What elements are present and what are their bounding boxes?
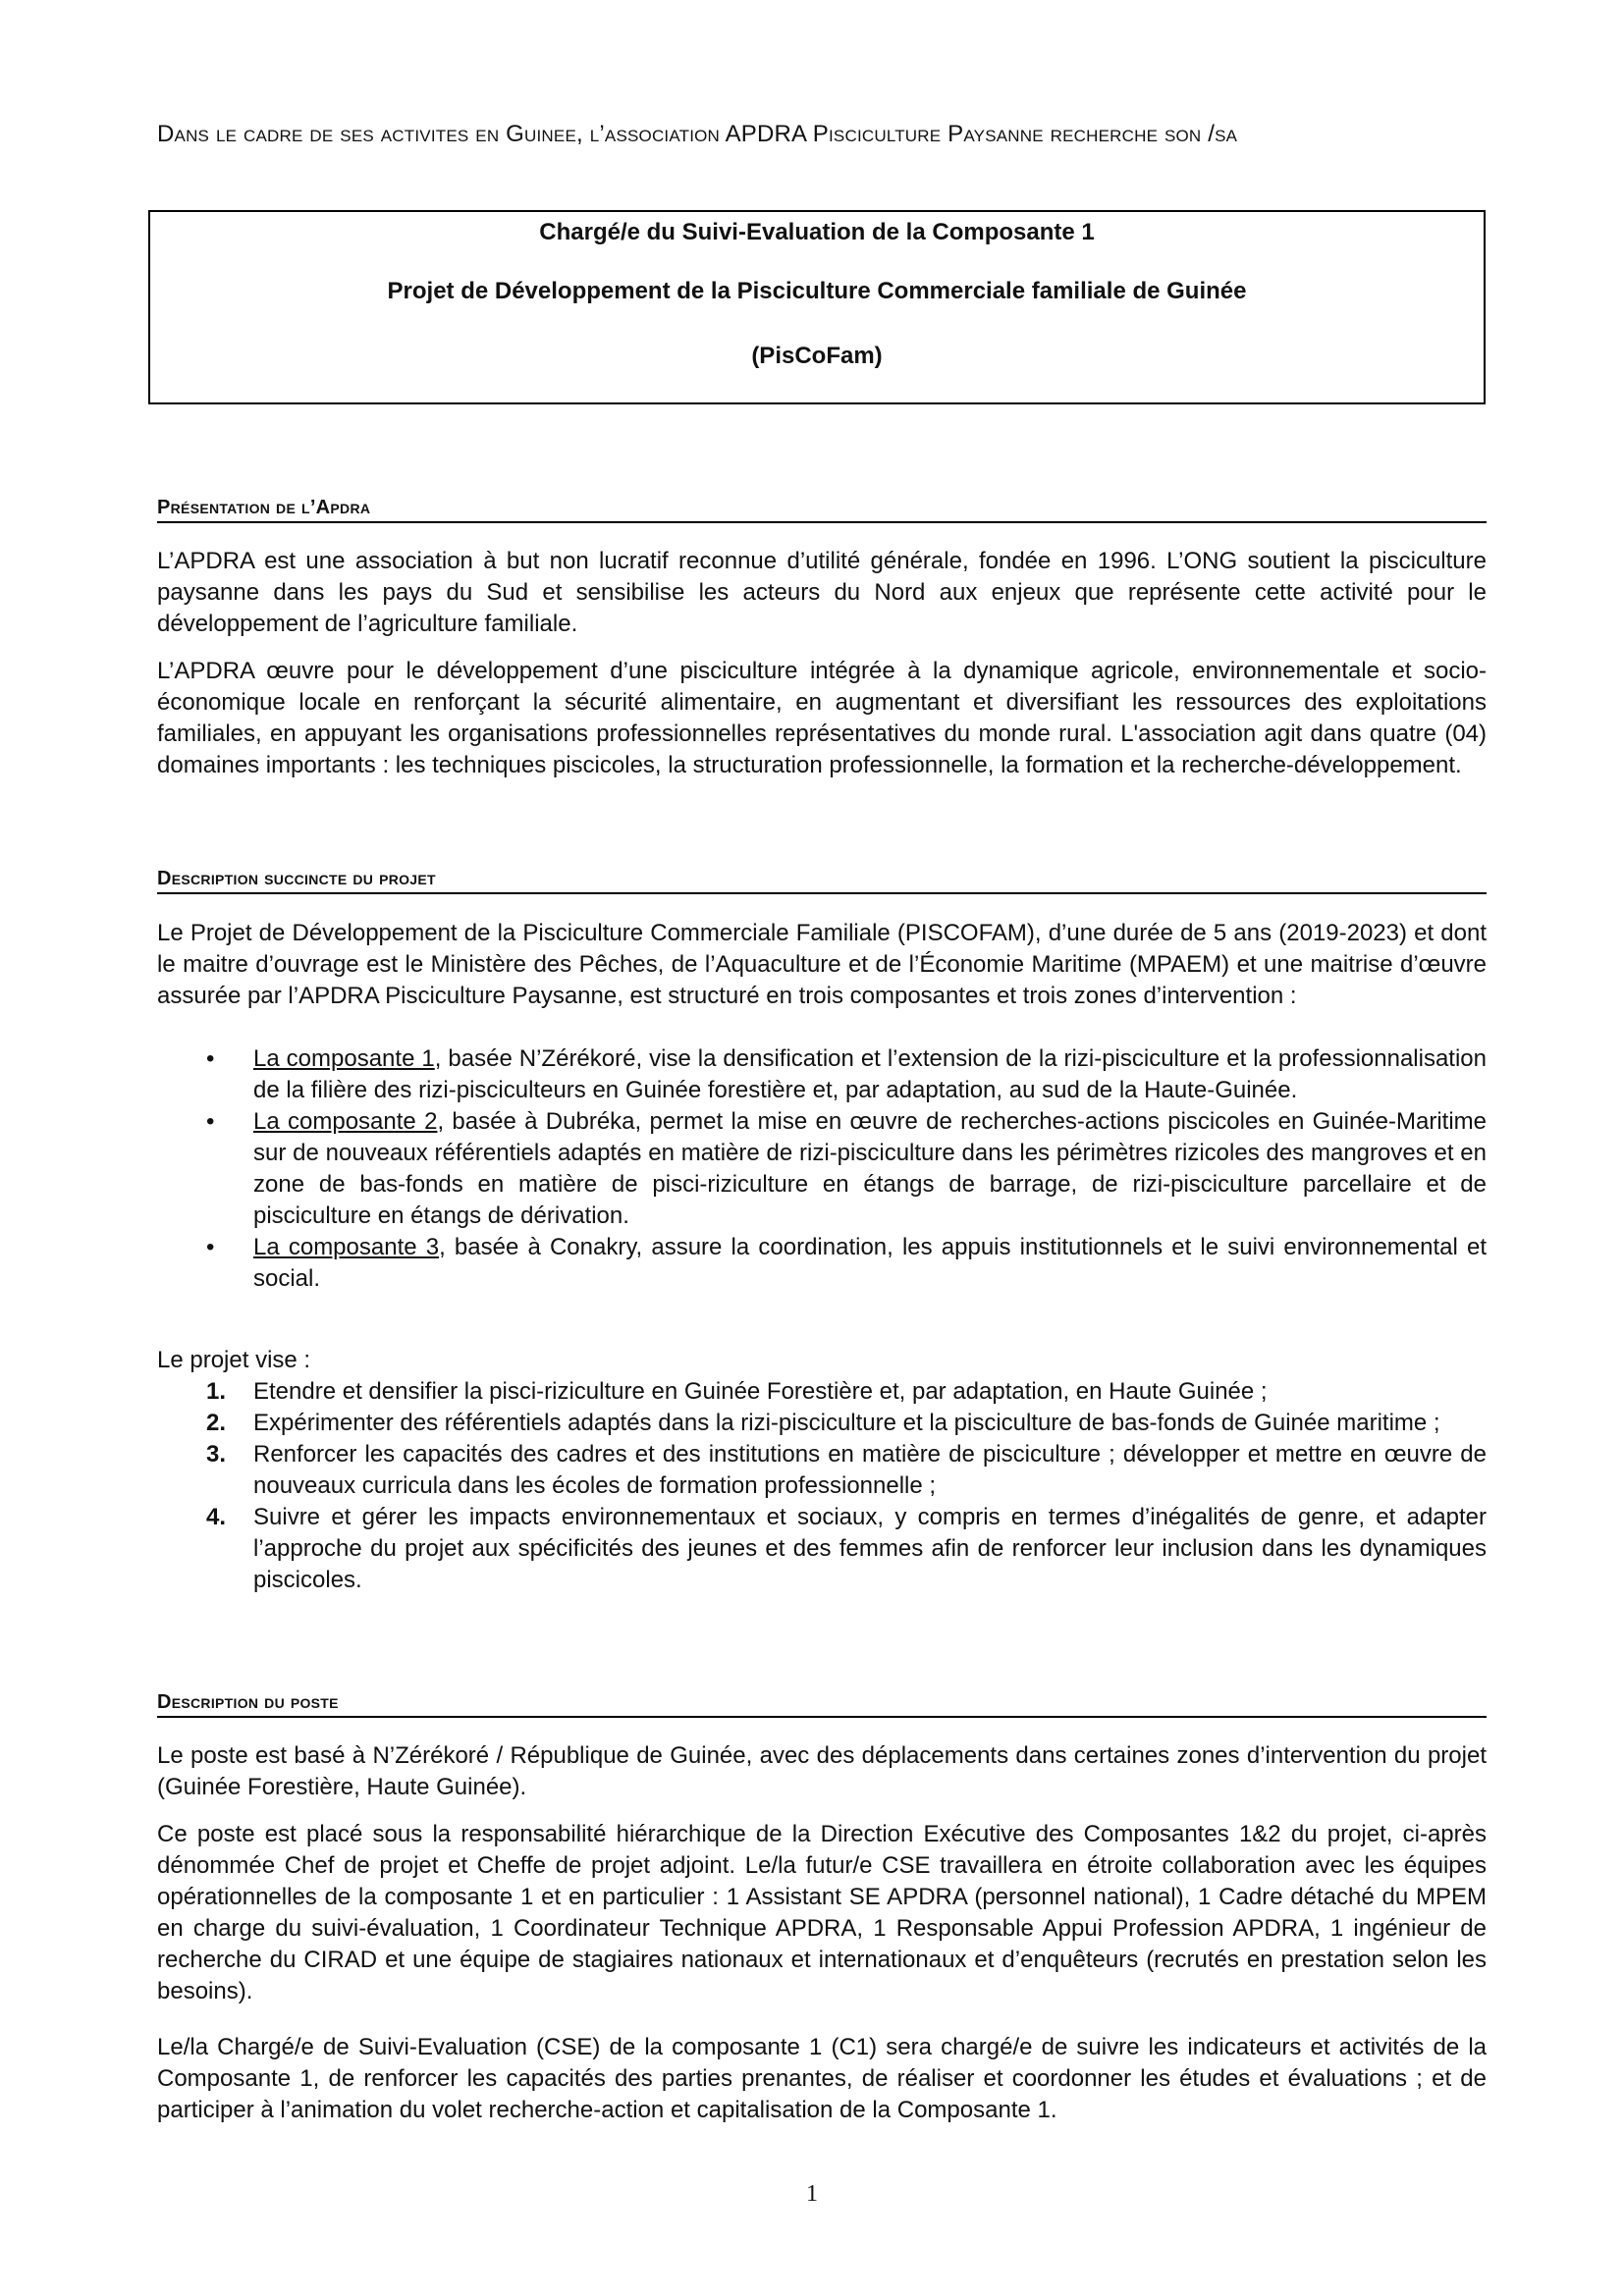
list-item [157, 1232, 1487, 1295]
page-number: 1 [806, 2181, 818, 2207]
section-heading-position: Description du poste [157, 1691, 1487, 1718]
presentation-paragraph-2: L’APDRA œuvre pour le développement d’une pisciculture intégrée à la dynamique agricole, environnementale et socio-économique locale en renforçant la sécurité alimentaire, en augmentant et diversifiant les ressources des exploitations familiales, en appuyant les organisations professionnelles représentatives du monde rural. L'association agit dans quatre (04) domaines importants : les techniques piscicoles, la structuration professionnelle, la formation et la recherche-développement. [157, 658, 1487, 778]
component-text: , basée N’Zérékoré, vise la densification et l’extension de la rizi-pisciculture et la professionnalisation de la filière des rizi-pisciculteurs en Guinée forestière et, par adaptation, au sud de la Haute-Guinée. [253, 1045, 1488, 1103]
project-aims-intro: Le projet vise : [157, 1347, 311, 1373]
project-paragraph-1: Le Projet de Développement de la Pisciculture Commerciale Familiale (PISCOFAM), d’une durée de 5 ans (2019-2023) et dont le maitre d’ouvrage est le Ministère des Pêches, de l’Aquaculture et de l’Économie Maritime (MPAEM) et une maitrise d’œuvre assurée par l’APDRA Pisciculture Paysanne, est structuré en trois composantes et trois zones d’intervention : [157, 920, 1487, 1009]
section-heading-presentation: Présentation de l’Apdra [157, 497, 1487, 523]
position-paragraph-3: Le/la Chargé/e de Suivi-Evaluation (CSE) de la composante 1 (C1) sera chargé/e de suivre les indicateurs et activités de la Composante 1, de renforcer les capacités des parties prenantes, de réaliser et coordonner les études et évaluations ; et de participer à l’animation du volet recherche-action et capitalisation de la Composante 1. [157, 2034, 1487, 2123]
objectives-list [157, 1376, 1487, 1596]
list-item [157, 1439, 1487, 1502]
component-text: , basée à Conakry, assure la coordination, les appuis institutionnels et le suivi environnemental et social. [253, 1234, 1488, 1292]
objective-text: Etendre et densifier la pisci-riziculture en Guinée Forestière et, par adaptation, en Haute Guinée ; [253, 1378, 1268, 1405]
title-line-2: Projet de Développement de la Pisciculture Commerciale familiale de Guinée [387, 278, 1247, 304]
list-number: 3. [206, 1441, 227, 1468]
objective-text: Suivre et gérer les impacts environnementaux et sociaux, y compris en termes d’inégalités de genre, et adapter l’approche du projet aux spécificités des jeunes et des femmes afin de renforcer leur inclusion dans les dynamiques piscicoles. [253, 1504, 1487, 1593]
list-item [157, 1502, 1487, 1596]
list-item [157, 1376, 1487, 1408]
position-paragraph-1: Le poste est basé à N’Zérékoré / République de Guinée, avec des déplacements dans certaines zones d’intervention du projet (Guinée Forestière, Haute Guinée). [157, 1742, 1487, 1800]
list-item [157, 1408, 1487, 1439]
list-item [157, 1043, 1487, 1106]
list-item [157, 1106, 1487, 1232]
component-list [157, 1043, 1487, 1295]
position-paragraph-2: Ce poste est placé sous la responsabilité hiérarchique de la Direction Exécutive des Composantes 1&2 du projet, ci-après dénommée Chef de projet et Cheffe de projet adjoint. Le/la futur/e CSE travaillera en étroite collaboration avec les équipes opérationnelles de la composante 1 et en particulier : 1 Assistant SE APDRA (personnel national), 1 Cadre détaché du MPEM en charge du suivi-évaluation, 1 Coordinateur Technique APDRA, 1 Responsable Appui Profession APDRA, 1 ingénieur de recherche du CIRAD et une équipe de stagiaires nationaux et internationaux et d’enquêteurs (recrutés en prestation selon les besoins). [157, 1821, 1487, 2004]
list-number: 1. [206, 1378, 227, 1405]
component-text: , basée à Dubréka, permet la mise en œuvre de recherches-actions piscicoles en Guinée-Maritime sur de nouveaux référentiels adaptés en matière de rizi-pisciculture dans les périmètres rizicoles des mangroves et en zone de bas-fonds en matière de pisci-riziculture en étangs de barrage, de rizi-pisciculture parcellaire et de pisciculture en étangs de dérivation. [253, 1108, 1488, 1229]
presentation-paragraph-1: L’APDRA est une association à but non lucratif reconnue d’utilité générale, fondée en 1996. L’ONG soutient la pisciculture paysanne dans les pays du Sud et sensibilise les acteurs du Nord aux enjeux que représente cette activité pour le développement de l’agriculture familiale. [157, 548, 1487, 637]
section-heading-project: Description succincte du projet [157, 868, 1487, 894]
title-line-1: Chargé/e du Suivi-Evaluation de la Composante 1 [539, 219, 1095, 245]
component-label: La composante 2 [253, 1108, 438, 1135]
bullet-icon: • [206, 1045, 215, 1072]
bullet-icon: • [206, 1108, 215, 1135]
intro-line: Dans le cadre de ses activites en Guinee, l’association APDRA Pisciculture Paysanne recherche son /sa [157, 121, 1238, 147]
objective-text: Expérimenter des référentiels adaptés dans la rizi-pisciculture et la pisciculture de bas-fonds de Guinée maritime ; [253, 1410, 1440, 1436]
component-label: La composante 1 [253, 1045, 435, 1072]
objective-text: Renforcer les capacités des cadres et des institutions en matière de pisciculture ; développer et mettre en œuvre de nouveaux curricula dans les écoles de formation professionnelle ; [253, 1441, 1487, 1499]
title-box [148, 210, 1486, 404]
list-number: 2. [206, 1410, 227, 1436]
bullet-icon: • [206, 1234, 215, 1260]
list-number: 4. [206, 1504, 227, 1530]
title-line-3: (PisCoFam) [751, 343, 883, 369]
component-label: La composante 3 [253, 1234, 440, 1260]
